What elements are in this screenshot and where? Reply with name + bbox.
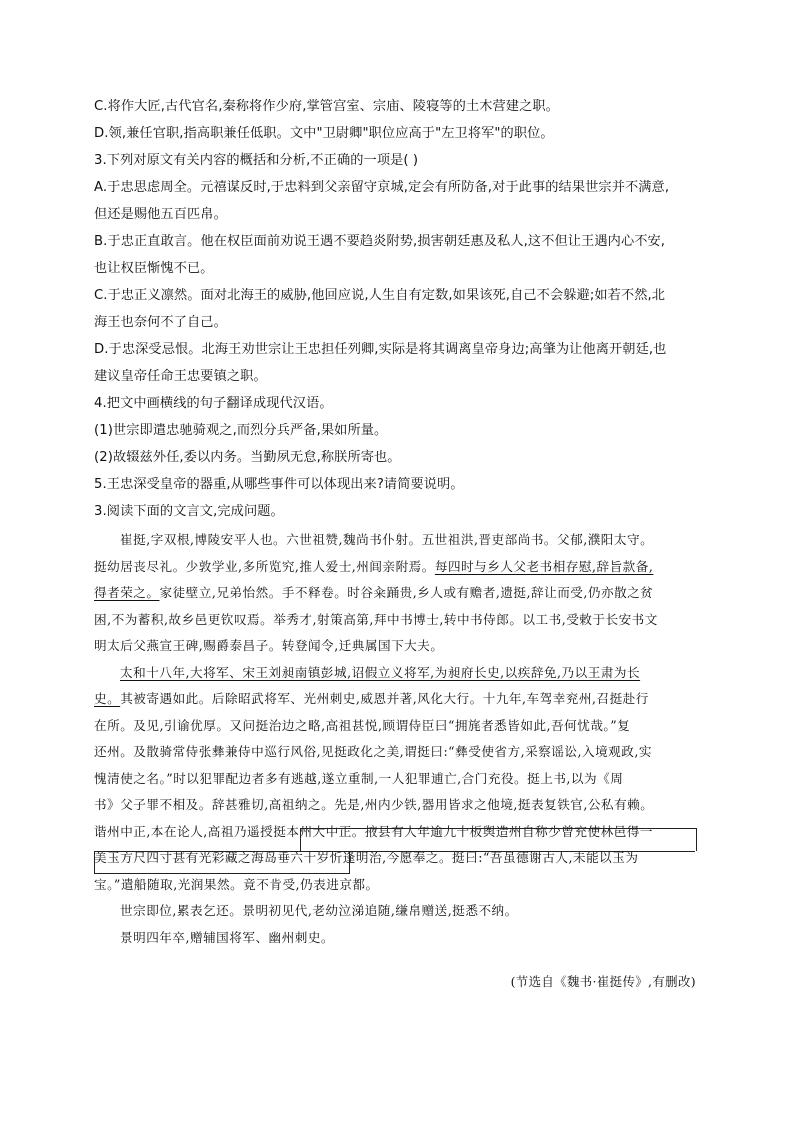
q3-option-d-line2: 建议皇帝任命王忠要镇之职。: [94, 369, 267, 384]
passage-line: [94, 686, 706, 713]
passage-line: [94, 713, 706, 740]
passage-text: 其被寄遇如此。后除昭武将军、光州刺史,威恩并著,风化大行。十九年,车驾幸兖州,召挺赴行: [120, 691, 649, 706]
passage-line: [94, 766, 706, 793]
q3-option-d-line1: D.于忠深受忌恨。北海王劝世宗让王忠担任列卿,实际是将其调离皇帝身边;高肇为让他离开朝廷,也: [94, 342, 667, 357]
passage-text: 崔挺,字双根,博陵安平人也。六世祖赞,魏尚书仆射。五世祖洪,晋吏部尚书。父郁,濮阳太守。: [120, 532, 654, 547]
boxed-sentence: 掖县有人年逾九十板舆造州自称少曾充使林邑得一: [364, 823, 653, 839]
passage-line: [94, 527, 706, 554]
passage-line: [94, 845, 706, 872]
passage-text: 愧清使之名。”时以犯罪配边者多有逃越,遂立重制,一人犯罪逋亡,合门充役。挺上书,以为《周: [94, 770, 624, 786]
passage-line: [94, 819, 706, 846]
passage-paragraph-2: [94, 660, 706, 899]
passage-paragraph-3: 世宗即位,累表乞还。景明初见代,老幼泣涕追随,缣帛赠送,挺悉不纳。: [120, 903, 518, 918]
passage-line: [94, 607, 706, 634]
q3-option-c-line1: C.于忠正义凛然。面对北海王的威胁,他回应说,人生自有定数,如果该死,自己不会躲避;如若不然,北: [94, 288, 666, 303]
passage-text: 书》父子罪不相及。辞甚雅切,高祖纳之。先是,州内少铁,器用皆求之他境,挺表复铁官,公私有赖。: [94, 797, 654, 812]
question-5: 5.王忠深受皇帝的器重,从哪些事件可以体现出来?请简要说明。: [94, 477, 464, 492]
passage-line: [94, 872, 706, 899]
option-d: D.领,兼任官职,指高职兼任低职。文中"卫尉卿"职位应高于"左卫将军"的职位。: [94, 126, 554, 141]
passage-text: 挺幼居丧尽礼。少敦学业,多所览究,推人爱士,州闾亲附焉。: [94, 558, 435, 574]
passage-text: 困,不为蓄积,故乡邑更钦叹焉。举秀才,射策高第,拜中书博士,转中书侍郎。以工书,受敕于长安书文: [94, 611, 658, 627]
passage-line: [94, 739, 706, 766]
q3-option-a-line2: 但还是赐他五百匹帛。: [94, 207, 227, 222]
underlined-sentence: 史。: [94, 691, 121, 706]
passage-text: 忻逢明治,今愿奉之。挺曰:“吾虽德谢古人,未能以玉为: [329, 850, 639, 865]
passage-text: 还州。及散骑常侍张彝兼侍中巡行风俗,见挺政化之美,谓挺曰:“彝受使省方,采察谣讼,入境观政,实: [94, 744, 652, 759]
passage-paragraph-4: 景明四年卒,赠辅国将军、幽州刺史。: [120, 929, 335, 945]
underlined-sentence: 太和十八年,大将军、宋王刘昶南镇彭城,诏假立义将军,为昶府长史,以疾辞免,乃以王肃为长: [120, 664, 641, 680]
classical-passage: [94, 527, 706, 951]
passage-line: [94, 660, 706, 687]
passage-text: 家徒壁立,兄弟怡然。手不释卷。时谷籴踊贵,乡人或有赡者,遗挺,辞让而受,仍亦散之贫: [159, 585, 654, 600]
passage-text: 谐州中正,本在论人,高祖乃遥授挺本州大中正。: [94, 823, 365, 839]
question-4-sentence-2: (2)故辍兹外任,委以内务。当勤夙无怠,称朕所寄也。: [94, 450, 401, 465]
passage-text: 宝。”遣船随取,光润果然。竟不肯受,仍表进京都。: [94, 876, 379, 892]
underlined-sentence: 得者荣之。: [94, 585, 160, 600]
passage-text: 在所。及见,引谕优厚。又问挺治边之略,高祖甚悦,顾谓侍臣曰“拥旄者悉皆如此,吾何忧哉。”复: [94, 717, 631, 733]
passage-line: [94, 792, 706, 819]
underlined-sentence: 每四时与乡人父老书相存慰,辞旨款备,: [434, 558, 654, 574]
q3-option-b-line1: B.于忠正直敢言。他在权臣面前劝说王遇不要趋炎附势,损害朝廷惠及私人,这不但让王遇内心不安,: [94, 234, 666, 249]
q3-option-b-line2: 也让权臣惭愧不已。: [94, 261, 214, 276]
passage-text: 明太后父燕宣王碑,赐爵泰昌子。转登闻令,迁典属国下大夫。: [94, 638, 444, 653]
passage-line: [94, 554, 706, 581]
option-c: C.将作大匠,古代官名,秦称将作少府,掌管宫室、宗庙、陵寝等的土木营建之职。: [94, 99, 559, 114]
document-page: [94, 93, 706, 951]
passage-paragraph-1: [94, 527, 706, 660]
question-3-stem: 3.下列对原文有关内容的概括和分析,不正确的一项是( ): [94, 153, 419, 168]
passage-line: [94, 580, 706, 607]
boxed-sentence: 美玉方尺四寸甚有光彩藏之海岛垂六十岁: [94, 850, 330, 865]
question-4-stem: 4.把文中画横线的句子翻译成现代汉语。: [94, 396, 333, 411]
question-4-sentence-1: (1)世宗即遣忠驰骑观之,而烈分兵严备,果如所量。: [94, 423, 388, 438]
q3-option-a-line1: A.于忠思虑周全。元禧谋反时,于忠料到父亲留守京城,定会有所防备,对于此事的结果世宗并不满意,: [94, 180, 670, 195]
source-citation: (节选自《魏书·崔挺传》,有删改): [510, 974, 696, 989]
passage-line: [94, 633, 706, 660]
reading-title: 3.阅读下面的文言文,完成问题。: [94, 504, 284, 519]
q3-option-c-line2: 海王也奈何不了自己。: [94, 315, 227, 330]
